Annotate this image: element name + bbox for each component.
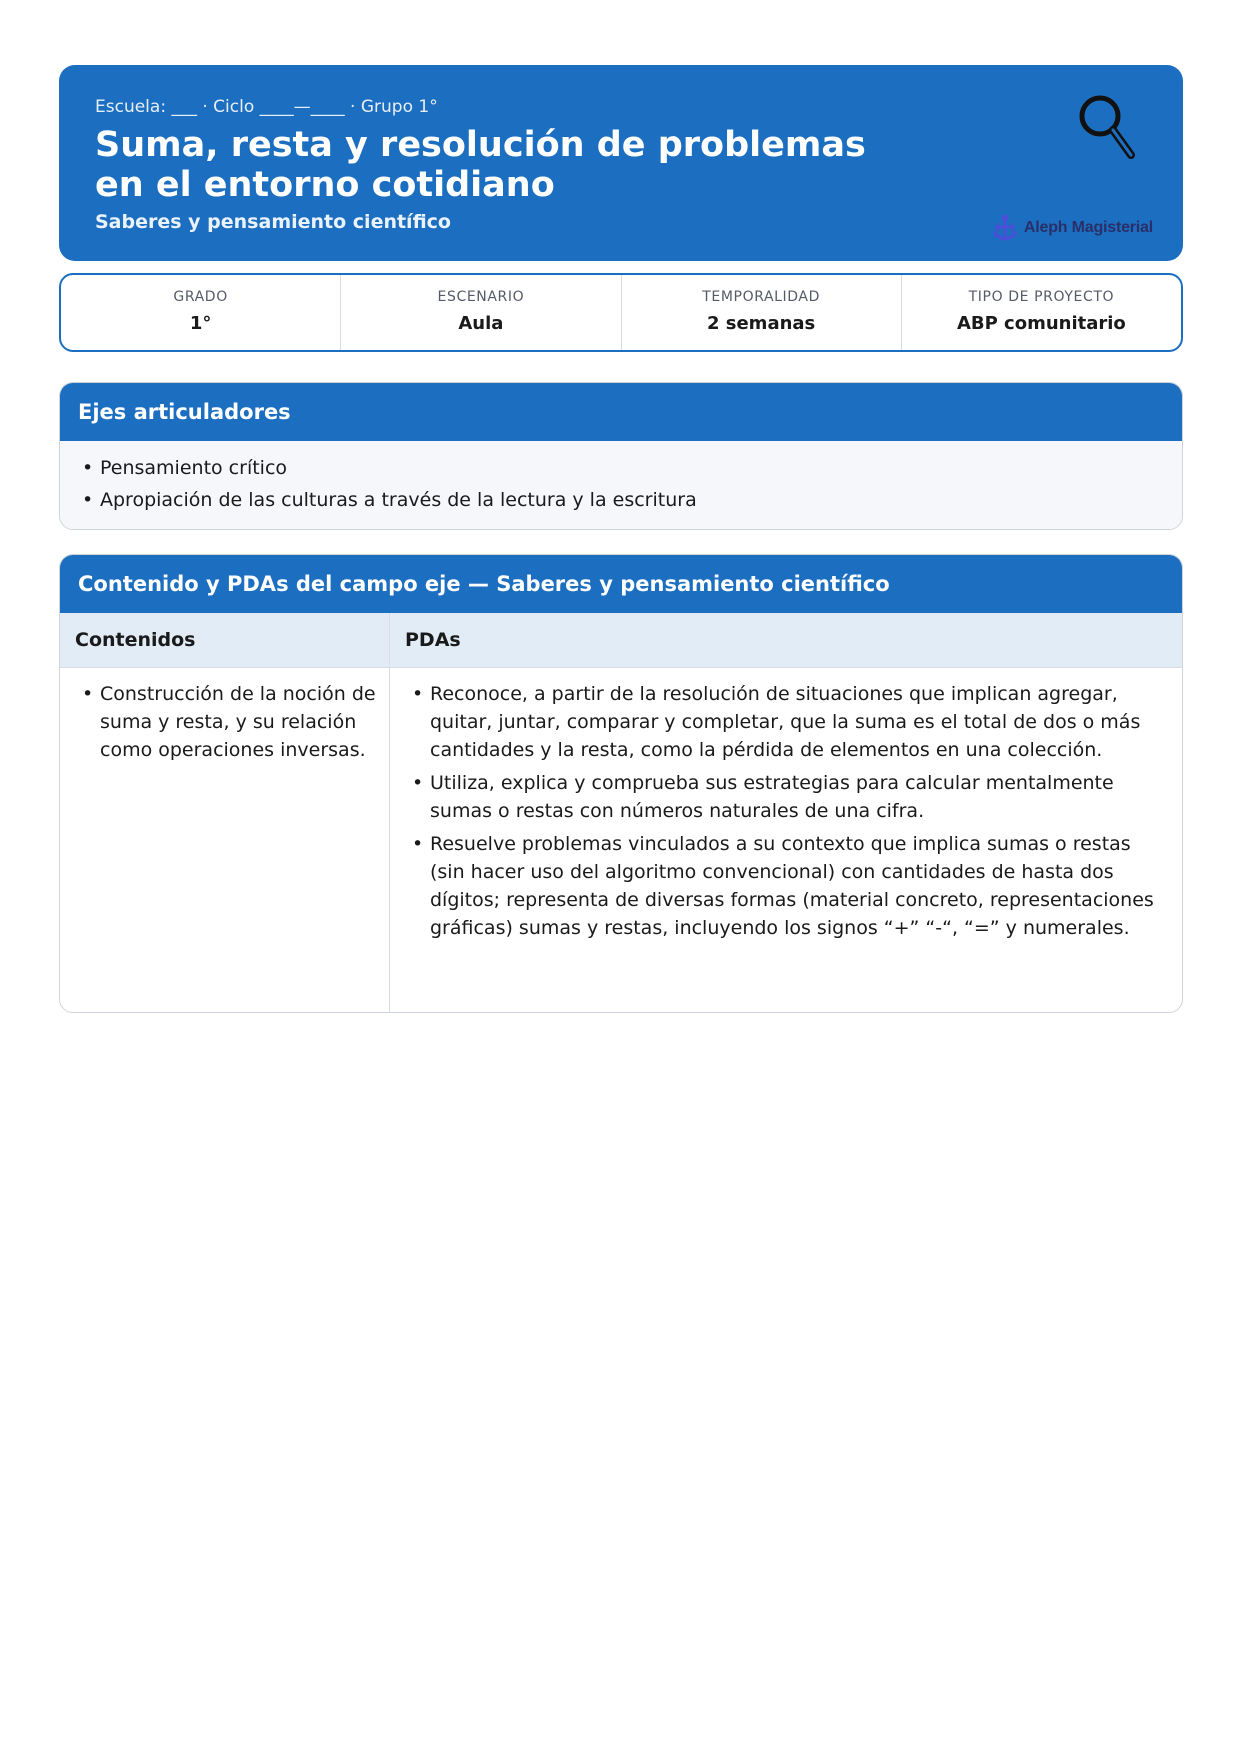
info-value: 2 semanas — [706, 313, 816, 334]
list-item — [412, 680, 1170, 764]
info-value: Aula — [458, 313, 504, 334]
bullet-icon: • — [412, 683, 424, 705]
list-item-text: Construcción de la noción de suma y resta, y su relación como operaciones inversas. — [100, 683, 376, 761]
school-meta: Escuela: ___ · Ciclo ____—____ · Grupo 1° — [95, 97, 438, 117]
header-banner — [59, 65, 1183, 261]
pdas-card — [59, 554, 1183, 1013]
column-header-pdas: PDAs — [405, 629, 461, 651]
info-label: TEMPORALIDAD — [702, 289, 820, 305]
list-item-text: Reconoce, a partir de la resolución de situaciones que implican agregar, quitar, juntar, comparar y completar, que la suma es el total de dos o más cantidades y la resta, como la pérdida de elementos en una colección. — [430, 683, 1141, 761]
contenidos-cell — [60, 668, 390, 1013]
list-item-text: Resuelve problemas vinculados a su contexto que implica sumas o restas (sin hacer uso del algoritmo convencional) con cantidades de hasta dos dígitos; representa de diversas formas (material concreto, representaciones gráficas) sumas y restas, incluyendo los signos “+” “-“, “=” y numerales. — [430, 833, 1154, 939]
bullet-icon: • — [412, 833, 424, 855]
column-header-contenidos: Contenidos — [60, 613, 390, 667]
ejes-title: Ejes articuladores — [60, 383, 1182, 441]
info-tipo-proyecto — [902, 275, 1181, 350]
page-title: Suma, resta y resolución de problemas en el entorno cotidiano — [95, 125, 866, 205]
info-value: ABP comunitario — [956, 313, 1126, 334]
list-item — [82, 452, 1160, 484]
brand-logo — [992, 213, 1153, 243]
project-info-bar — [59, 273, 1183, 352]
list-item — [412, 769, 1170, 825]
pdas-cell — [390, 668, 1182, 1013]
search-icon — [1077, 93, 1137, 163]
table-row — [60, 668, 1182, 1013]
list-item — [412, 830, 1170, 942]
bullet-icon: • — [82, 489, 94, 511]
pdas-title: Contenido y PDAs del campo eje — Saberes y pensamiento científico — [60, 555, 1182, 613]
brand-name: Aleph Magisterial — [1023, 219, 1153, 236]
ejes-card — [59, 382, 1183, 530]
list-item-text: Apropiación de las culturas a través de la lectura y la escritura — [100, 489, 697, 511]
info-label: GRADO — [173, 289, 228, 305]
list-item — [82, 484, 1160, 516]
info-temporalidad — [622, 275, 902, 350]
list-item — [82, 680, 377, 764]
info-label: ESCENARIO — [437, 289, 525, 305]
bullet-icon: • — [82, 683, 94, 705]
info-value: 1° — [189, 313, 212, 334]
info-label: TIPO DE PROYECTO — [968, 289, 1115, 305]
list-item-text: Pensamiento crítico — [100, 457, 288, 479]
page-subtitle: Saberes y pensamiento científico — [95, 211, 451, 233]
info-escenario — [341, 275, 621, 350]
info-grado — [61, 275, 341, 350]
table-header — [60, 613, 1182, 668]
bullet-icon: • — [412, 772, 424, 794]
bullet-icon: • — [82, 457, 94, 479]
brand-logo-icon — [992, 213, 1018, 243]
ejes-list — [60, 441, 1182, 530]
list-item-text: Utiliza, explica y comprueba sus estrategias para calcular mentalmente sumas o restas con números naturales de una cifra. — [430, 772, 1114, 822]
